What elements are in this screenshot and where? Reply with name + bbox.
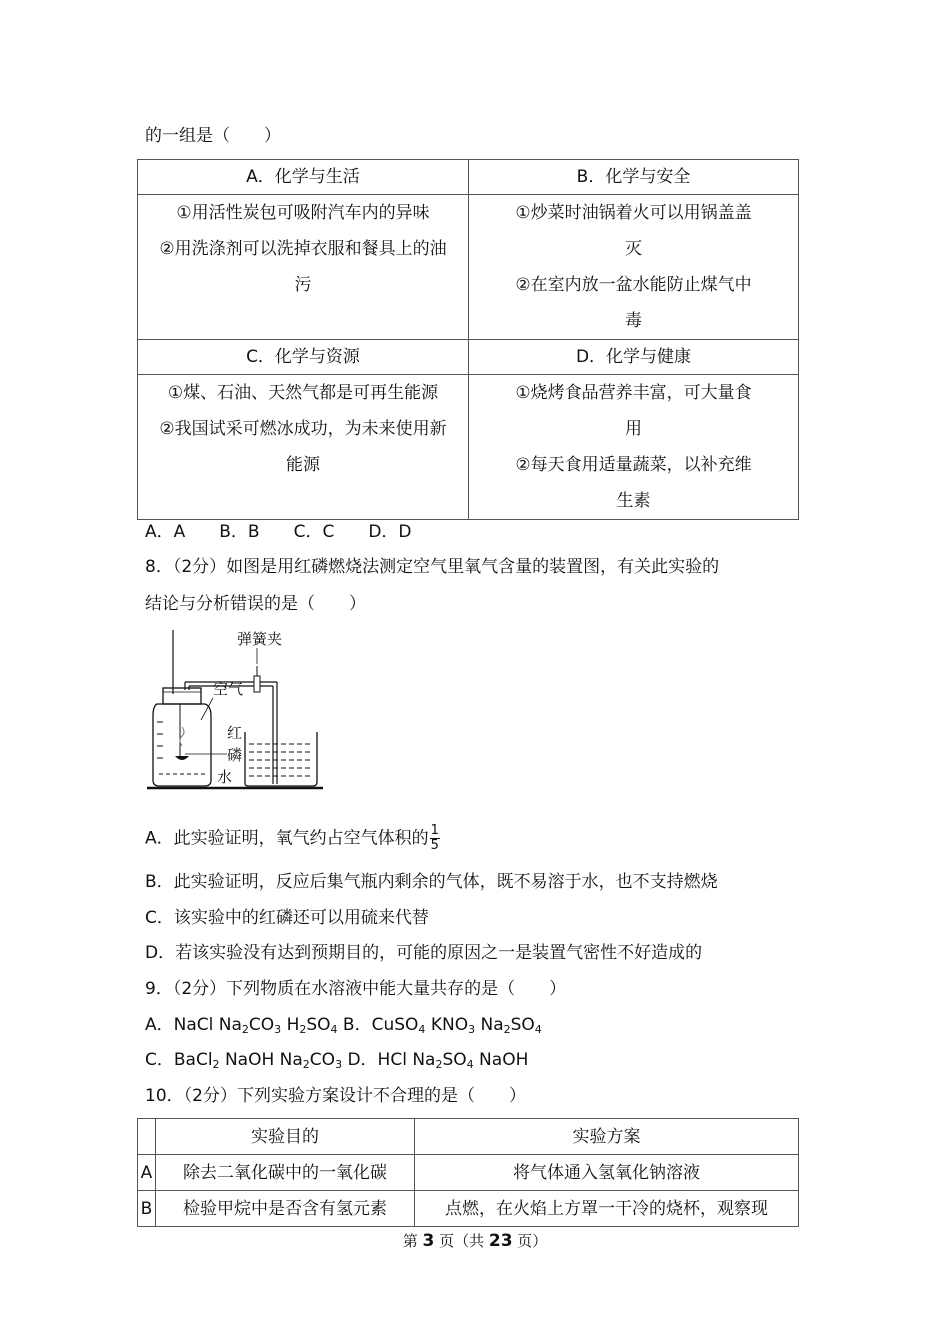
- q10-header-purpose: 实验目的: [156, 1119, 415, 1155]
- phosphorus-apparatus-diagram: [145, 624, 335, 794]
- q9-options-cd: C．BaCl$_2$ NaOH $Na_2CO_3$ D．HCl $Na_2SO_4$ NaOH: [145, 1050, 529, 1071]
- fraction-one-fifth: $\frac{1}{5}$: [430, 823, 439, 853]
- q8-option-d: D．若该实验没有达到预期目的，可能的原因之一是装置气密性不好造成的: [145, 943, 703, 963]
- label-spring-clamp: 弹簧夹: [237, 630, 283, 648]
- q10-header-blank: [138, 1119, 156, 1155]
- label-red: 红: [227, 724, 243, 742]
- page-footer: 第 3 页（共 23 页）: [402, 1231, 548, 1251]
- q7-cell-c: ①煤、石油、天然气都是可再生能源 ②我国试采可燃冰成功，为未来使用新 能源: [138, 375, 469, 520]
- label-water: 水: [217, 768, 233, 786]
- q10-experiment-table: [137, 1118, 799, 1227]
- q9-stem: 9．（2分）下列物质在水溶液中能大量共存的是（ ）: [145, 979, 567, 999]
- q7-head-a: A．化学与生活: [138, 160, 469, 195]
- table-row: A 除去二氧化碳中的一氧化碳 将气体通入氢氧化钠溶液: [138, 1155, 799, 1191]
- label-air: 空气: [213, 680, 244, 698]
- label-phosphorus: 磷: [227, 746, 243, 764]
- q8-option-a: A．此实验证明，氧气约占空气体积的 $\frac{1}{5}$: [145, 823, 439, 853]
- q7-cell-a: ①用活性炭包可吸附汽车内的异味 ②用洗涤剂可以洗掉衣服和餐具上的油 污: [138, 195, 469, 340]
- q9-options-ab: A．NaCl $Na_2CO_3$ $H_2SO_4$ B．CuSO$_4$ $KNO_3$ $Na_2SO_4$: [145, 1015, 542, 1036]
- table-row: B 检验甲烷中是否含有氢元素 点燃，在火焰上方罩一干冷的烧杯，观察现: [138, 1191, 799, 1227]
- q10-stem: 10．（2分）下列实验方案设计不合理的是（ ）: [145, 1086, 526, 1106]
- q7-cell-b: ①炒菜时油锅着火可以用锅盖盖 灭 ②在室内放一盆水能防止煤气中 毒: [469, 195, 799, 340]
- q7-head-b: B．化学与安全: [469, 160, 799, 195]
- q8-option-b: B．此实验证明，反应后集气瓶内剩余的气体，既不易溶于水，也不支持燃烧: [145, 872, 718, 892]
- q8-stem-line2: 结论与分析错误的是（ ）: [145, 594, 366, 614]
- q7-answer-options: A．A B．B C．C D．D: [145, 522, 412, 542]
- q7-head-c: C．化学与资源: [138, 340, 469, 375]
- q10-header-plan: 实验方案: [415, 1119, 799, 1155]
- q8-stem-line1: 8．（2分）如图是用红磷燃烧法测定空气里氧气含量的装置图，有关此实验的: [145, 557, 720, 577]
- q7-options-table: [137, 159, 799, 520]
- q7-stem-tail: 的一组是（ ）: [145, 126, 281, 146]
- q7-cell-d: ①烧烤食品营养丰富，可大量食 用 ②每天食用适量蔬菜，以补充维 生素: [469, 375, 799, 520]
- q7-head-d: D．化学与健康: [469, 340, 799, 375]
- q8-option-c: C．该实验中的红磷还可以用硫来代替: [145, 908, 429, 928]
